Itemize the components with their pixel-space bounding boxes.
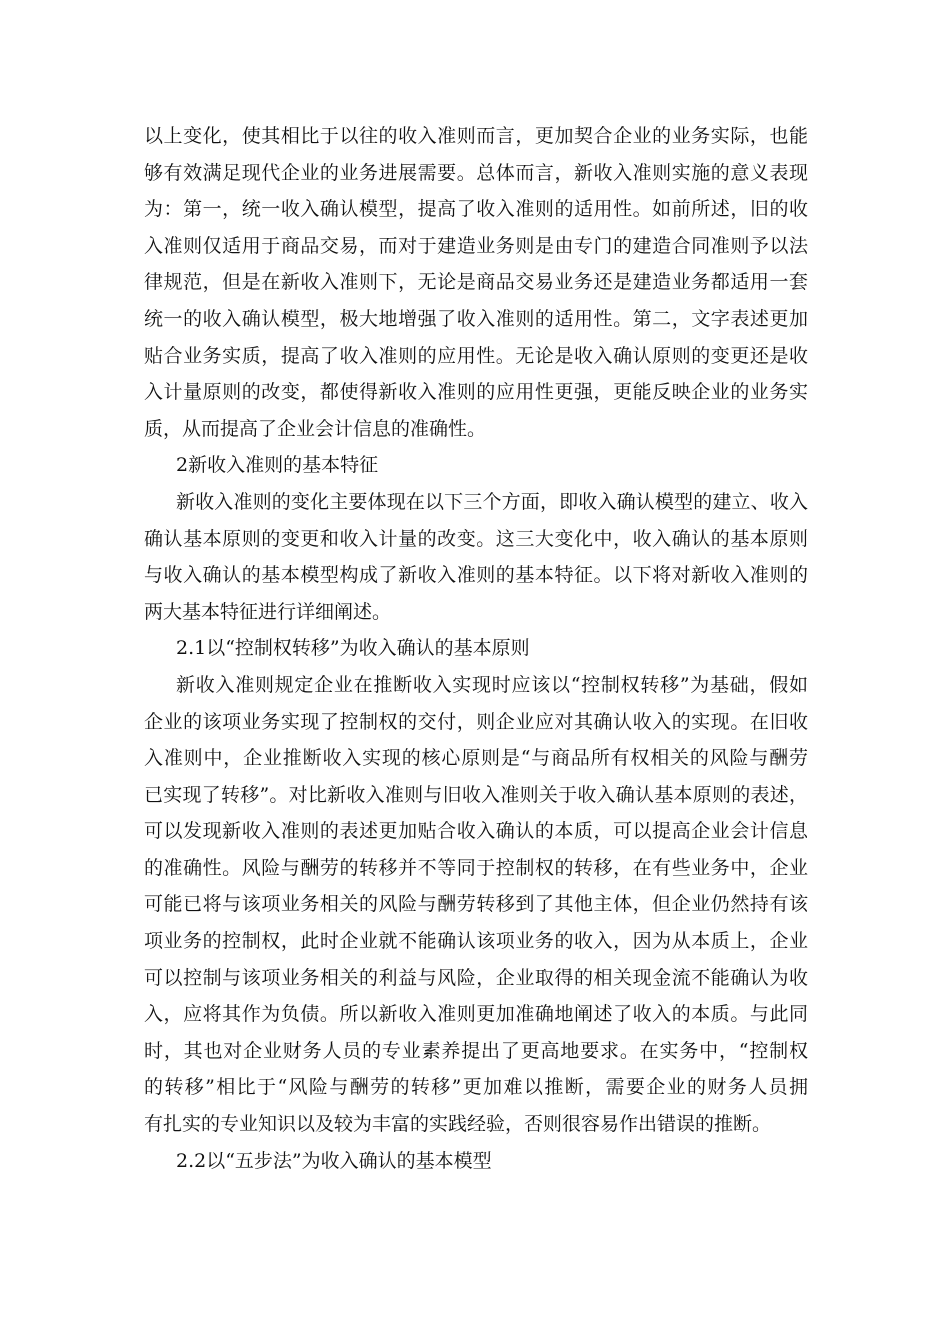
document-body [144,118,808,1179]
paragraph-line: 新收入准则规定企业在推断收入实现时应该以“控制权转移”为基础，假如 [176,673,808,696]
section-heading: 2新收入准则的基本特征 [176,454,379,477]
paragraph-line: 新收入准则的变化主要体现在以下三个方面，即收入确认模型的建立、收入 [176,490,808,513]
section-heading: 2.1以“控制权转移”为收入确认的基本原则 [176,637,530,660]
paragraph-line: 统一的收入确认模型，极大地增强了收入准则的适用性。第二，文字表述更加 [144,307,808,330]
paragraph-line: 够有效满足现代企业的业务进展需要。总体而言，新收入准则实施的意义表现 [144,161,808,184]
paragraph-line: 入准则仅适用于商品交易，而对于建造业务则是由专门的建造合同准则予以法 [144,234,808,257]
paragraph-line: 入，应将其作为负债。所以新收入准则更加准确地阐述了收入的本质。与此同 [144,1003,808,1026]
section-heading: 2.2以“五步法”为收入确认的基本模型 [176,1149,492,1172]
paragraph-line: 入计量原则的改变，都使得新收入准则的应用性更强，更能反映企业的业务实 [144,381,808,404]
paragraph-line: 可以发现新收入准则的表述更加贴合收入确认的本质，可以提高企业会计信息 [144,820,808,843]
paragraph-line: 律规范，但是在新收入准则下，无论是商品交易业务还是建造业务都适用一套 [144,271,808,294]
paragraph-line: 为：第一，统一收入确认模型，提高了收入准则的适用性。如前所述，旧的收 [144,198,808,221]
paragraph-line: 确认基本原则的变更和收入计量的改变。这三大变化中，收入确认的基本原则 [144,527,808,550]
paragraph-line: 贴合业务实质，提高了收入准则的应用性。无论是收入确认原则的变更还是收 [144,344,808,367]
paragraph-line: 企业的该项业务实现了控制权的交付，则企业应对其确认收入的实现。在旧收 [144,710,808,733]
paragraph-line: 已实现了转移”。对比新收入准则与旧收入准则关于收入确认基本原则的表述， [144,783,808,806]
paragraph-line: 有扎实的专业知识以及较为丰富的实践经验，否则很容易作出错误的推断。 [144,1113,772,1136]
paragraph-line: 可以控制与该项业务相关的利益与风险，企业取得的相关现金流不能确认为收 [144,966,808,989]
paragraph-line: 的准确性。风险与酬劳的转移并不等同于控制权的转移，在有些业务中，企业 [144,856,808,879]
paragraph-line: 与收入确认的基本模型构成了新收入准则的基本特征。以下将对新收入准则的 [144,564,808,587]
paragraph-line: 以上变化，使其相比于以往的收入准则而言，更加契合企业的业务实际，也能 [144,125,808,147]
paragraph-line: 可能已将与该项业务相关的风险与酬劳转移到了其他主体，但企业仍然持有该 [144,893,808,916]
paragraph-line: 项业务的控制权，此时企业就不能确认该项业务的收入，因为从本质上，企业 [144,930,808,953]
paragraph-line: 时，其也对企业财务人员的专业素养提出了更高地要求。在实务中，“控制权 [144,1039,808,1062]
paragraph-line: 两大基本特征进行详细阐述。 [144,600,392,623]
paragraph-line: 的转移”相比于“风险与酬劳的转移”更加难以推断，需要企业的财务人员拥 [144,1076,808,1099]
paragraph-line: 入准则中，企业推断收入实现的核心原则是“与商品所有权相关的风险与酬劳 [144,747,808,770]
paragraph-line: 质，从而提高了企业会计信息的准确性。 [144,417,487,440]
